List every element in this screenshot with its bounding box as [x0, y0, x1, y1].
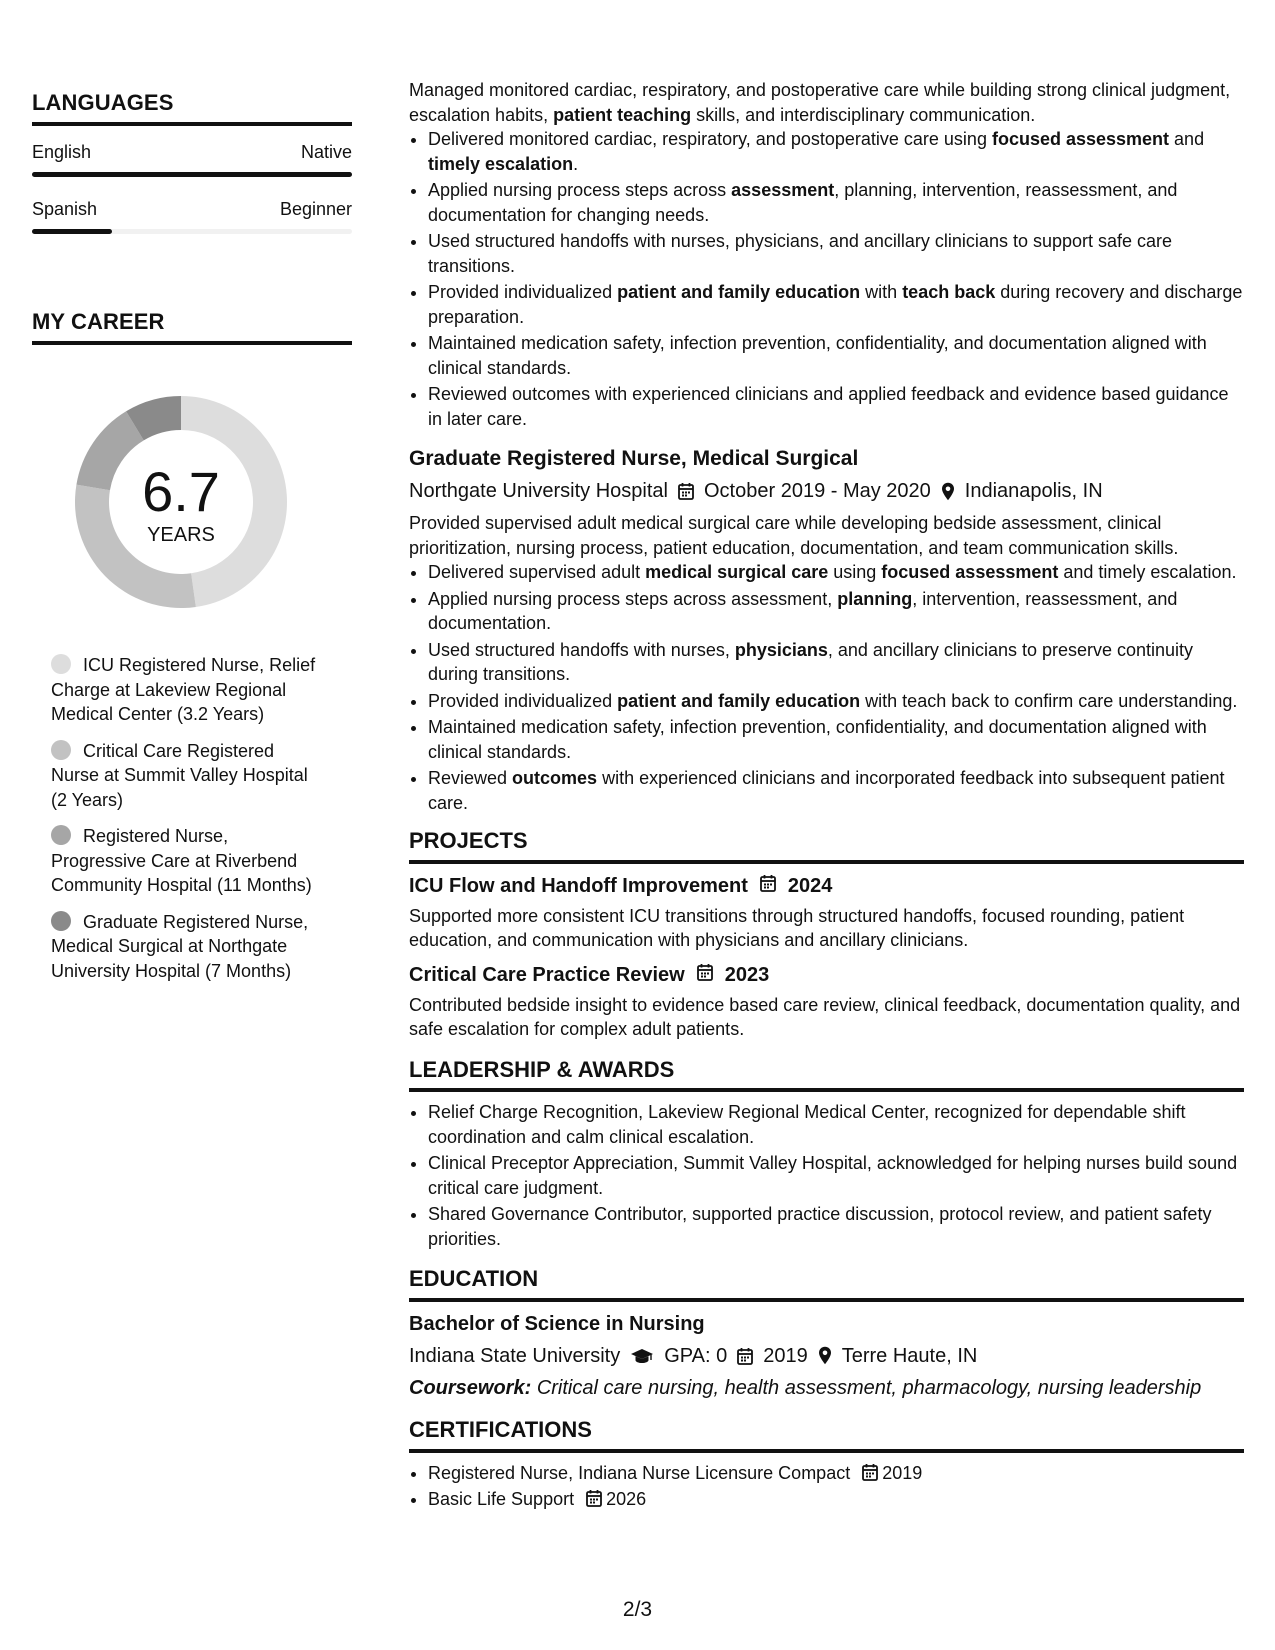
language-item	[32, 142, 352, 177]
job-employer: Northgate University Hospital	[409, 480, 668, 502]
career-section	[32, 309, 352, 983]
certifications-list	[409, 1461, 1244, 1512]
project-item	[409, 872, 1244, 953]
career-total-years: 6.7	[142, 459, 220, 523]
career-legend-item	[51, 824, 326, 898]
project-year: 2023	[724, 963, 770, 986]
languages-heading: LANGUAGES	[32, 90, 352, 126]
job-title: Graduate Registered Nurse, Medical Surgical	[409, 447, 859, 470]
project-title-row	[409, 872, 1244, 900]
certification-item	[428, 1461, 1244, 1486]
education-meta	[409, 1342, 1244, 1370]
languages-section	[32, 90, 352, 234]
bullet-item: • Used structured handoffs with nurses, physicians, and ancillary clinicians to support safe care transitions.	[428, 229, 1244, 278]
certification-name: Registered Nurse, Indiana Nurse Licensure Compact	[428, 1462, 851, 1483]
school-name: Indiana State University	[409, 1344, 621, 1367]
bullet-item: • Reviewed outcomes with experienced clinicians and applied feedback and evidence based guidance in later care.	[428, 382, 1244, 431]
degree-title: Bachelor of Science in Nursing	[409, 1312, 705, 1335]
bullet-item: • Used structured handoffs with nurses, physicians, and ancillary clinicians to preserve continuity during transitions.	[428, 638, 1244, 687]
school-location: Terre Haute, IN	[841, 1344, 978, 1367]
job-dates: October 2019 - May 2020	[704, 480, 931, 502]
calendar-icon	[678, 482, 694, 500]
graduation-year: 2019	[763, 1344, 808, 1367]
legend-dot	[51, 825, 71, 845]
language-level: Native	[300, 142, 352, 162]
calendar-icon	[737, 1347, 753, 1365]
certification-name: Basic Life Support	[428, 1489, 575, 1509]
calendar-icon	[862, 1463, 878, 1481]
bullet-item: • Delivered monitored cardiac, respiratory, and postoperative care using focused assessment and timely escalation.	[428, 127, 1244, 176]
bullet-item: • Delivered supervised adult medical surgical care using focused assessment and timely escalation.	[428, 560, 1244, 585]
donut-center	[66, 387, 296, 617]
legend-dot	[51, 740, 71, 760]
language-level-bar	[32, 229, 352, 234]
page-number: 2/3	[622, 1598, 653, 1621]
coursework-label: Coursework:	[409, 1376, 532, 1399]
job-meta	[409, 477, 1244, 505]
language-level-fill	[32, 172, 352, 177]
calendar-icon	[697, 961, 713, 989]
project-name: Critical Care Practice Review	[409, 963, 685, 986]
education-heading: EDUCATION	[409, 1267, 1244, 1302]
language-level-fill	[32, 229, 112, 234]
career-legend-item	[51, 910, 326, 984]
job-summary: Managed monitored cardiac, respiratory, and postoperative care while building strong clinical judgment, escalation habits, patient teaching skills, and interdisciplinary communication.	[409, 80, 1231, 125]
project-year: 2024	[787, 874, 833, 897]
career-legend-item	[51, 739, 326, 813]
bullet-item: • Maintained medication safety, infection prevention, confidentiality, and documentation aligned with clinical standards.	[428, 715, 1244, 764]
language-item	[32, 199, 352, 234]
project-name: ICU Flow and Handoff Improvement	[409, 874, 748, 897]
job-bullets	[409, 560, 1244, 815]
legend-label: ICU Registered Nurse, Relief Charge at Lakeview Regional Medical Center (3.2 Years)	[51, 655, 316, 724]
certification-item	[428, 1487, 1244, 1512]
language-level-bar	[32, 172, 352, 177]
coursework-text: Critical care nursing, health assessment, pharmacology, nursing leadership	[536, 1376, 1202, 1399]
calendar-icon	[760, 872, 776, 900]
bullet-item: • Maintained medication safety, infection prevention, confidentiality, and documentation aligned with clinical standards.	[428, 331, 1244, 380]
project-item	[409, 961, 1244, 1042]
leadership-heading: LEADERSHIP & AWARDS	[409, 1058, 1244, 1093]
career-legend-item	[51, 653, 326, 727]
right-column	[409, 78, 1244, 1514]
job-summary: Provided supervised adult medical surgical care while developing bedside assessment, clinical prioritization, nursing process, patient education, documentation, and team communication skills.	[409, 513, 1179, 558]
career-donut-chart	[66, 387, 296, 617]
language-level: Beginner	[279, 199, 352, 219]
calendar-icon	[586, 1489, 602, 1507]
leadership-item: • Shared Governance Contributor, supported practice discussion, protocol review, and patient safety priorities.	[428, 1202, 1244, 1251]
leadership-list	[409, 1100, 1244, 1251]
career-legend	[51, 653, 326, 983]
map-pin-icon	[818, 1346, 832, 1365]
graduation-cap-icon	[630, 1348, 654, 1364]
bullet-item: • Provided individualized patient and family education with teach back to confirm care understanding.	[428, 689, 1244, 714]
leadership-item: • Relief Charge Recognition, Lakeview Regional Medical Center, recognized for dependable shift coordination and calm clinical escalation.	[428, 1100, 1244, 1149]
certifications-heading: CERTIFICATIONS	[409, 1418, 1244, 1453]
left-column	[32, 90, 352, 995]
legend-label: Critical Care Registered Nurse at Summit Valley Hospital (2 Years)	[51, 740, 308, 810]
job-location: Indianapolis, IN	[964, 480, 1103, 502]
language-name: English	[32, 142, 92, 162]
projects-list	[409, 872, 1244, 1042]
projects-heading: PROJECTS	[409, 829, 1244, 864]
legend-label: Graduate Registered Nurse, Medical Surgical at Northgate University Hospital (7 Months)	[51, 911, 309, 981]
certification-year: 2019	[882, 1462, 923, 1483]
legend-dot	[51, 654, 71, 674]
project-description: Contributed bedside insight to evidence based care review, clinical feedback, documentation quality, and safe escalation for complex adult patients.	[409, 994, 1241, 1039]
gpa: GPA: 0	[664, 1344, 728, 1367]
bullet-item: • Reviewed outcomes with experienced clinicians and incorporated feedback into subsequent patient care.	[428, 766, 1244, 815]
project-title-row	[409, 961, 1244, 989]
language-name: Spanish	[32, 199, 98, 219]
career-total-unit: YEARS	[147, 523, 215, 546]
career-heading: MY CAREER	[32, 309, 352, 345]
leadership-item: • Clinical Preceptor Appreciation, Summit Valley Hospital, acknowledged for helping nurses build sound critical care judgment.	[428, 1151, 1244, 1200]
bullet-item: • Provided individualized patient and family education with teach back during recovery and discharge preparation.	[428, 280, 1244, 329]
certification-year: 2026	[606, 1489, 647, 1509]
map-pin-icon	[941, 482, 955, 501]
job-bullets	[409, 127, 1244, 431]
legend-label: Registered Nurse, Progressive Care at Riverbend Community Hospital (11 Months)	[51, 826, 312, 895]
bullet-item: • Applied nursing process steps across assessment, planning, intervention, reassessment, and documentation.	[428, 587, 1244, 636]
legend-dot	[51, 911, 71, 931]
bullet-item: • Applied nursing process steps across assessment, planning, intervention, reassessment, and documentation for changing needs.	[428, 178, 1244, 227]
project-description: Supported more consistent ICU transitions through structured handoffs, focused rounding, patient education, and communication with physicians and ancillary clinicians.	[409, 905, 1185, 950]
coursework	[409, 1376, 1244, 1401]
